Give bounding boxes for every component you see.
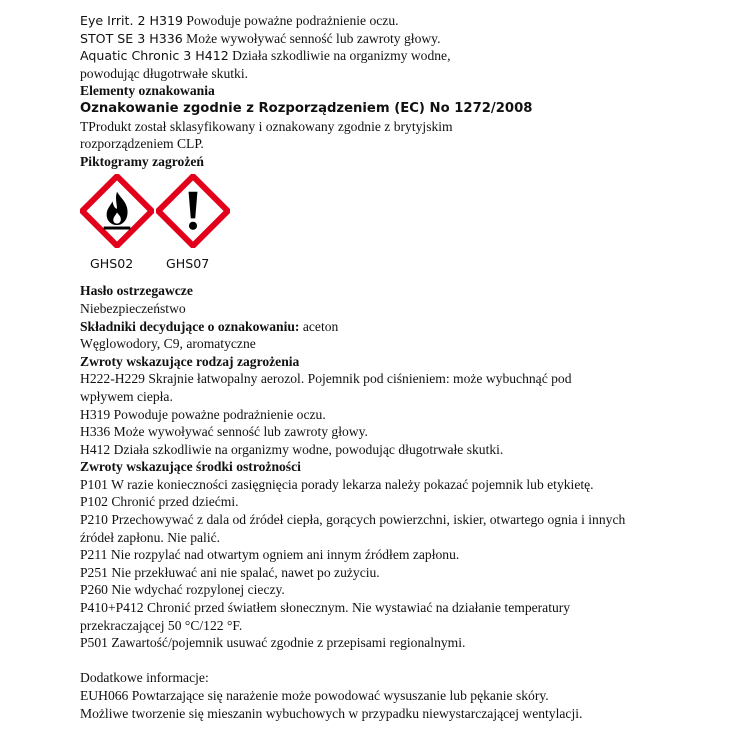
hazard-class-line: Eye Irrit. 2 H319 Powoduje poważne podrażnienie oczu. xyxy=(80,13,399,28)
precautionary-statement: źródeł zapłonu. Nie palić. xyxy=(80,529,221,545)
signal-word: Niebezpieczeństwo xyxy=(80,300,186,316)
hazard-statement: H319 Powoduje poważne podrażnienie oczu. xyxy=(80,406,326,422)
precautionary-statement: P410+P412 Chronić przed światłem słonecznym. Nie wystawiać na działanie temperatury xyxy=(80,600,571,616)
precautionary-statement: P211 Nie rozpylać nad otwartym ogniem ani innym źródłem zapłonu. xyxy=(80,547,460,563)
flame-pictogram-icon xyxy=(80,174,154,248)
hazard-statement: wpływem ciepła. xyxy=(80,388,173,404)
pictogram-code: GHS07 xyxy=(166,256,210,272)
regulation-text: TProdukt został sklasyfikowany i oznakowany zgodnie z brytyjskim xyxy=(80,118,453,134)
pictogram-code: GHS02 xyxy=(90,256,134,272)
regulation-heading: Oznakowanie zgodnie z Rozporządzeniem (EC) No 1272/2008 xyxy=(80,100,533,116)
ingredients-line: Węglowodory, C9, aromatyczne xyxy=(80,336,256,352)
hazard-class-continuation: powodując długotrwałe skutki. xyxy=(80,65,249,81)
ingredients-line: Składniki decydujące o oznakowaniu: aceton xyxy=(80,318,339,334)
hazard-statement: H222-H229 Skrajnie łatwopalny aerozol. Pojemnik pod ciśnieniem: może wybuchnąć pod xyxy=(80,371,572,387)
exclamation-pictogram-icon xyxy=(156,174,230,248)
spacer xyxy=(80,652,720,670)
precautionary-statement: P260 Nie wdychać rozpylonej cieczy. xyxy=(80,582,285,598)
precautionary-statement: P101 W razie konieczności zasięgnięcia porady lekarza należy pokazać pojemnik lub etykietę. xyxy=(80,476,594,492)
precautionary-statement: P501 Zawartość/pojemnik usuwać zgodnie z przepisami regionalnymi. xyxy=(80,635,466,651)
hazard-class-line: Aquatic Chronic 3 H412 Działa szkodliwie na organizmy wodne, xyxy=(80,48,451,64)
precautionary-statement: P251 Nie przekłuwać ani nie spalać, nawet po zużyciu. xyxy=(80,564,380,580)
hazard-statements-heading: Zwroty wskazujące rodzaj zagrożenia xyxy=(80,353,300,369)
precautionary-statement: P210 Przechowywać z dala od źródeł ciepła, gorących powierzchni, iskier, otwartego ognia i innych xyxy=(80,512,626,528)
regulation-text: rozporządzeniem CLP. xyxy=(80,136,204,152)
hazard-statement: H412 Działa szkodliwie na organizmy wodne, powodując długotrwałe skutki. xyxy=(80,441,504,457)
additional-heading: Dodatkowe informacje: xyxy=(80,670,209,686)
label-elements-heading: Elementy oznakowania xyxy=(80,83,215,99)
signal-word-heading: Hasło ostrzegawcze xyxy=(80,283,193,299)
sds-label-section xyxy=(80,12,720,722)
additional-info: Możliwe tworzenie się mieszanin wybuchowych w przypadku niewystarczającej wentylacji. xyxy=(80,705,583,721)
hazard-class-line: STOT SE 3 H336 Może wywoływać senność lub zawroty głowy. xyxy=(80,30,441,46)
additional-info: EUH066 Powtarzające się narażenie może powodować wysuszanie lub pękanie skóry. xyxy=(80,688,549,703)
hazard-statement: H336 Może wywoływać senność lub zawroty głowy. xyxy=(80,424,368,440)
pictograms-heading: Piktogramy zagrożeń xyxy=(80,153,204,169)
precautionary-statement: P102 Chronić przed dziećmi. xyxy=(80,494,239,510)
pictogram-row xyxy=(80,170,720,282)
precautionary-statement: przekraczającej 50 °C/122 °F. xyxy=(80,617,243,633)
precautionary-heading: Zwroty wskazujące środki ostrożności xyxy=(80,459,301,475)
